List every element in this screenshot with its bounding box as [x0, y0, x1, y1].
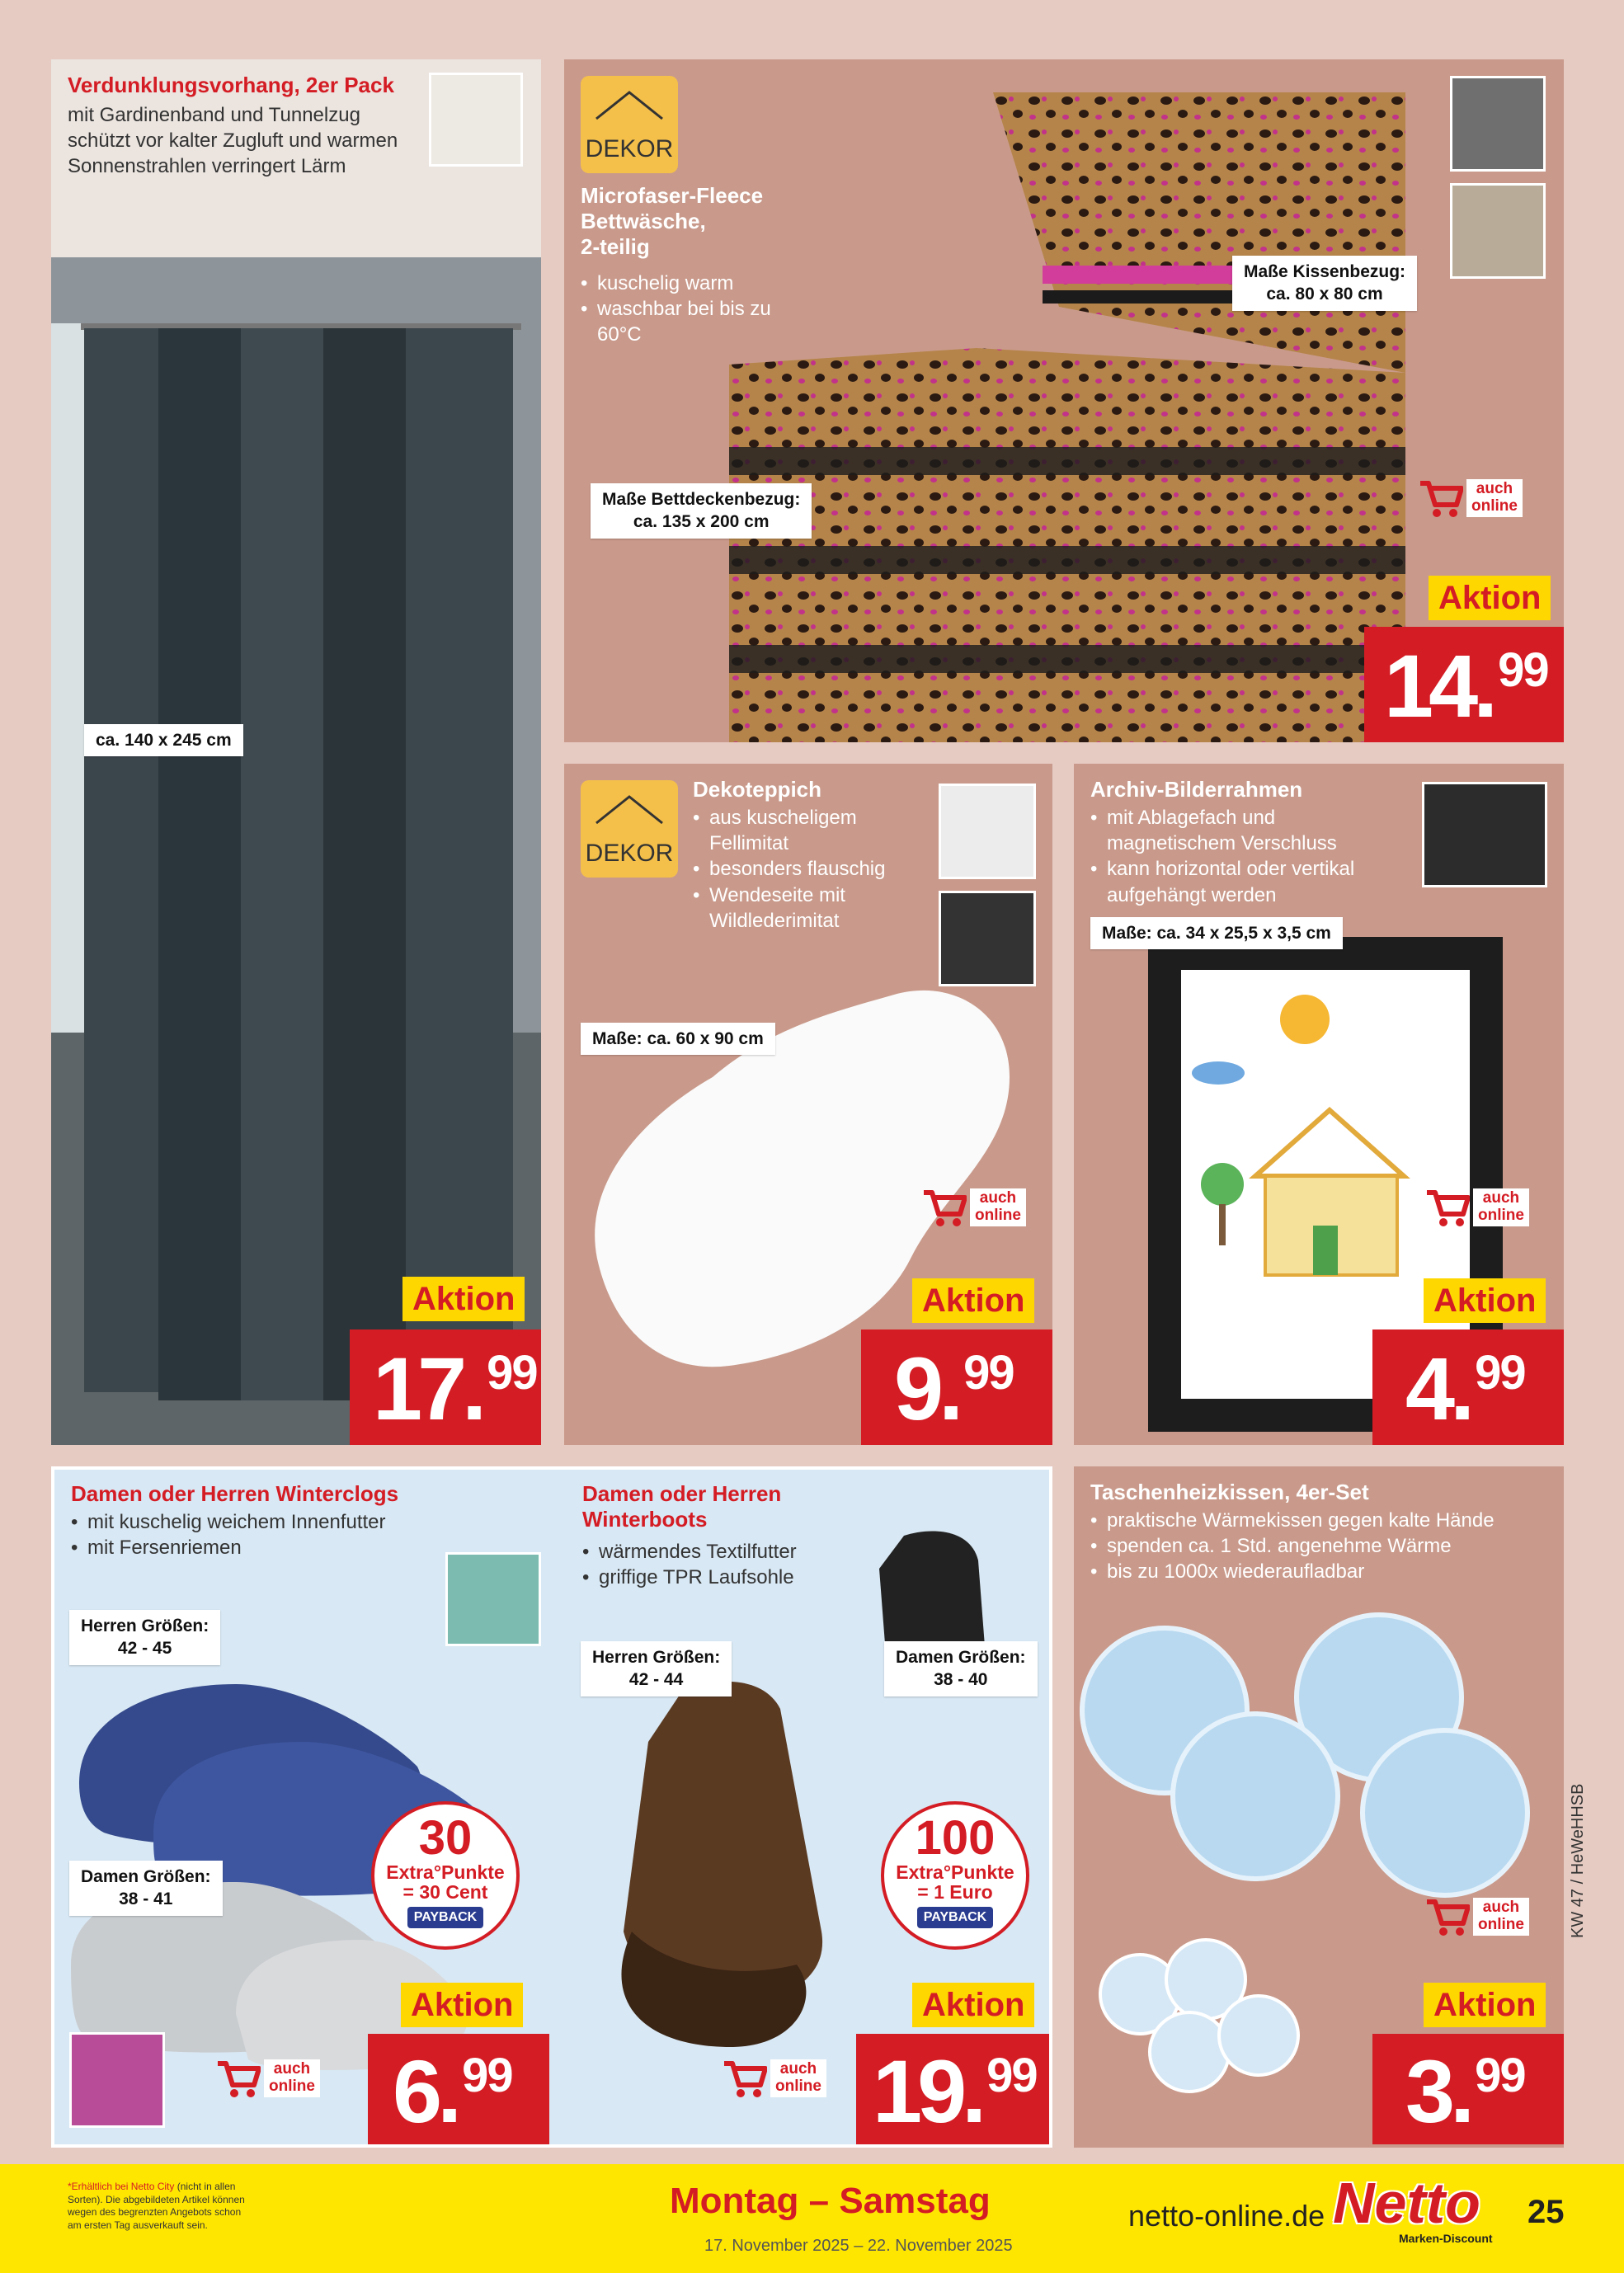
bedding-dekor-badge — [581, 76, 678, 173]
netto-logo — [1333, 2171, 1514, 2248]
house-roof-icon — [592, 87, 666, 120]
bedding-price-main: 14 — [1384, 636, 1474, 736]
bedding-bullets — [581, 271, 795, 348]
frame-price-cents: 99 — [1475, 1346, 1525, 1400]
handwarmers-title: Taschenheizkissen, 4er-Set — [1090, 1480, 1369, 1504]
shopping-cart-icon — [1424, 1895, 1470, 1938]
frame-aktion-label: Aktion — [1424, 1278, 1546, 1323]
rug-aktion-label: Aktion — [912, 1278, 1034, 1323]
handwarmers-bullets — [1090, 1508, 1552, 1585]
clogs-price: 6.99 — [368, 2034, 549, 2144]
bedding-title — [581, 183, 763, 261]
clogs-women-tag-line2: 38 - 41 — [119, 1889, 173, 1909]
curtain-price-cents: 99 — [487, 1346, 537, 1400]
frame-price-main: 4 — [1405, 1339, 1451, 1438]
bedding-dekor-text: DEKOR — [585, 135, 674, 162]
handwarmers-price-cents: 99 — [1475, 2049, 1525, 2102]
house-roof-icon — [592, 792, 666, 825]
boots-payback-line2: = 1 Euro — [917, 1881, 993, 1904]
frame-online-text: auch online — [1473, 1188, 1529, 1226]
rug-price-cents: 99 — [963, 1346, 1014, 1400]
footer-dates: 17. November 2025 – 22. November 2025 — [704, 2237, 1013, 2255]
clogs-online-text: auch online — [264, 2059, 320, 2097]
product-shoes[interactable] — [51, 1466, 1052, 2148]
product-rug[interactable] — [564, 764, 1052, 1445]
rug-bullet-2: • besonders flauschig — [693, 856, 907, 882]
clogs-payback-line2: = 30 Cent — [402, 1881, 488, 1904]
clogs-payback-points: 30 — [418, 1811, 473, 1865]
clogs-bullet-2: • mit Fersenriemen — [71, 1535, 500, 1560]
bedding-title-line1: Microfaser-Fleece — [581, 183, 764, 208]
boots-price-main: 19 — [873, 2041, 963, 2141]
bedding-swatch-grey — [1450, 76, 1546, 172]
curtain-size-tag: ca. 140 x 245 cm — [84, 724, 243, 756]
rug-swatch-white — [939, 784, 1036, 879]
bedding-price: 14.99 — [1364, 627, 1564, 742]
rug-dekor-text: DEKOR — [585, 840, 674, 867]
clogs-swatch-mint — [445, 1552, 541, 1646]
page-number: 25 — [1528, 2194, 1565, 2230]
clogs-men-tag-line2: 42 - 45 — [117, 1639, 172, 1659]
boots-payback-points: 100 — [915, 1811, 996, 1865]
boots-aktion-label: Aktion — [912, 1983, 1034, 2027]
product-frame[interactable] — [1074, 764, 1564, 1445]
boots-payback-badge — [881, 1801, 1029, 1950]
boots-bullets — [582, 1539, 863, 1590]
footer-days: Montag – Samstag — [670, 2181, 991, 2221]
bedding-title-line3: 2-teilig — [581, 234, 650, 260]
curtain-description: mit Gardinenband und Tunnelzug schützt vor kalter Zugluft und warmen Sonnenstrahlen verringert Lärm — [68, 104, 398, 178]
rug-size-tag: Maße: ca. 60 x 90 cm — [581, 1023, 775, 1055]
boots-men-tag-line2: 42 - 44 — [628, 1670, 684, 1690]
clogs-title: Damen oder Herren Winterclogs — [71, 1481, 399, 1506]
boots-women-tag-line1: Damen Größen: — [896, 1648, 1026, 1667]
handwarmers-bullet-1: • praktische Wärmekissen gegen kalte Hände — [1090, 1508, 1552, 1533]
boots-price: 19.99 — [856, 2034, 1049, 2144]
frame-bullets — [1090, 805, 1387, 908]
handwarmers-online-text: auch online — [1473, 1898, 1529, 1936]
bedding-online-button[interactable] — [1417, 477, 1523, 520]
rug-price: 9.99 — [861, 1329, 1052, 1445]
frame-closed-view — [1422, 782, 1547, 887]
boots-men-size-tag — [581, 1641, 732, 1697]
rug-dekor-badge — [581, 780, 678, 878]
clogs-swatch-pink — [69, 2032, 165, 2128]
clogs-women-tag-line1: Damen Größen: — [81, 1867, 211, 1886]
footer — [0, 2164, 1624, 2273]
clogs-price-cents: 99 — [462, 2049, 512, 2102]
netto-logo-sub: Marken-Discount — [1399, 2232, 1493, 2245]
boots-women-size-tag — [884, 1641, 1038, 1697]
rug-bullets — [693, 805, 907, 934]
clogs-payback-line1: Extra°Punkte — [386, 1861, 505, 1883]
bedding-duvet-size-tag — [591, 483, 812, 539]
bedding-bullet-2: • waschbar bei bis zu 60°C — [581, 296, 795, 347]
footer-website-link[interactable]: netto-online.de — [1128, 2199, 1325, 2233]
bedding-online-text: auch online — [1466, 479, 1523, 517]
payback-logo: PAYBACK — [917, 1907, 993, 1928]
bedding-aktion-label: Aktion — [1429, 576, 1551, 620]
curtain-price-main: 17 — [373, 1339, 463, 1438]
curtain-color-swatch — [429, 73, 523, 167]
clogs-online-button[interactable] — [214, 2057, 320, 2100]
frame-price: 4.99 — [1372, 1329, 1564, 1445]
boots-women-tag-line2: 38 - 40 — [934, 1670, 988, 1690]
bedding-price-cents: 99 — [1498, 643, 1548, 697]
curtain-aktion-label: Aktion — [402, 1277, 525, 1321]
rug-bullet-1: • aus kuscheligem Fellimitat — [693, 805, 907, 856]
bedding-pillow-tag-line2: ca. 80 x 80 cm — [1266, 285, 1383, 304]
curtain-price: 17.99 — [350, 1329, 541, 1445]
boots-online-text: auch online — [770, 2059, 826, 2097]
rug-online-text: auch online — [970, 1188, 1026, 1226]
boots-online-button[interactable] — [721, 2057, 826, 2100]
shopping-cart-icon — [214, 2057, 261, 2100]
frame-title: Archiv-Bilderrahmen — [1090, 777, 1303, 802]
rug-bullet-3: • Wendeseite mit Wildlederimitat — [693, 882, 907, 934]
rug-title: Dekoteppich — [693, 777, 822, 802]
handwarmers-online-button[interactable] — [1424, 1895, 1529, 1938]
product-bedding[interactable] — [564, 59, 1564, 742]
rug-swatch-black — [939, 891, 1036, 986]
footer-note-highlight: *Erhältlich bei Netto City — [68, 2181, 175, 2192]
footer-note — [68, 2181, 254, 2232]
boots-bullet-1: • wärmendes Textilfutter — [582, 1539, 863, 1565]
bedding-swatch-floral — [1450, 183, 1546, 279]
boots-title-line1: Damen oder Herren — [582, 1481, 782, 1506]
footer-note-text: (nicht in allen Sorten). Die abgebildeten Artikel können wegen des begrenzten Angebots schon am ersten Tag ausverkauft sein. — [68, 2181, 245, 2231]
clogs-men-tag-line1: Herren Größen: — [81, 1617, 209, 1635]
handwarmers-bullet-2: • spenden ca. 1 Std. angenehme Wärme — [1090, 1533, 1552, 1559]
side-code: KW 47 / HeWeHHSB — [1569, 1783, 1587, 1938]
shopping-cart-icon — [721, 2057, 767, 2100]
boots-title-line2: Winterboots — [582, 1507, 708, 1532]
curtain-title: Verdunklungsvorhang, 2er Pack — [68, 73, 394, 97]
shopping-cart-icon — [1424, 1186, 1470, 1229]
boots-bullet-2: • griffige TPR Laufsohle — [582, 1565, 863, 1590]
product-curtain[interactable] — [51, 59, 541, 1445]
frame-bullet-2: • kann horizontal oder vertikal aufgehängt werden — [1090, 856, 1387, 907]
shopping-cart-icon — [1417, 477, 1463, 520]
frame-online-button[interactable] — [1424, 1186, 1529, 1229]
boots-payback-line1: Extra°Punkte — [896, 1861, 1014, 1883]
payback-logo: PAYBACK — [407, 1907, 483, 1928]
clogs-bullets — [71, 1509, 500, 1560]
bedding-pillow-size-tag — [1232, 256, 1417, 311]
bedding-duvet-tag-line1: Maße Bettdeckenbezug: — [602, 490, 801, 509]
rug-price-main: 9 — [894, 1339, 939, 1438]
handwarmers-bullet-3: • bis zu 1000x wiederaufladbar — [1090, 1559, 1552, 1584]
netto-logo-text: Netto — [1333, 2174, 1514, 2232]
product-handwarmers[interactable] — [1074, 1466, 1564, 2148]
frame-size-tag: Maße: ca. 34 x 25,5 x 3,5 cm — [1090, 917, 1343, 949]
handwarmers-price: 3.99 — [1372, 2034, 1564, 2144]
handwarmers-price-main: 3 — [1405, 2041, 1451, 2141]
clogs-payback-badge — [371, 1801, 520, 1950]
clogs-men-size-tag — [69, 1610, 220, 1665]
shopping-cart-icon — [920, 1186, 967, 1229]
frame-bullet-1: • mit Ablagefach und magnetischem Verschluss — [1090, 805, 1387, 856]
clogs-price-main: 6 — [393, 2041, 438, 2141]
bedding-pillow-tag-line1: Maße Kissenbezug: — [1244, 262, 1406, 281]
handwarmers-aktion-label: Aktion — [1424, 1983, 1546, 2027]
bedding-bullet-1: • kuschelig warm — [581, 271, 795, 296]
boots-price-cents: 99 — [986, 2049, 1037, 2102]
bedding-title-line2: Bettwäsche, — [581, 209, 706, 234]
boots-title — [582, 1481, 781, 1532]
clogs-bullet-1: • mit kuschelig weichem Innenfutter — [71, 1509, 500, 1535]
clogs-women-size-tag — [69, 1861, 223, 1916]
bedding-duvet-tag-line2: ca. 135 x 200 cm — [633, 512, 770, 532]
clogs-aktion-label: Aktion — [401, 1983, 523, 2027]
boots-men-tag-line1: Herren Größen: — [592, 1648, 721, 1667]
rug-online-button[interactable] — [920, 1186, 1026, 1229]
